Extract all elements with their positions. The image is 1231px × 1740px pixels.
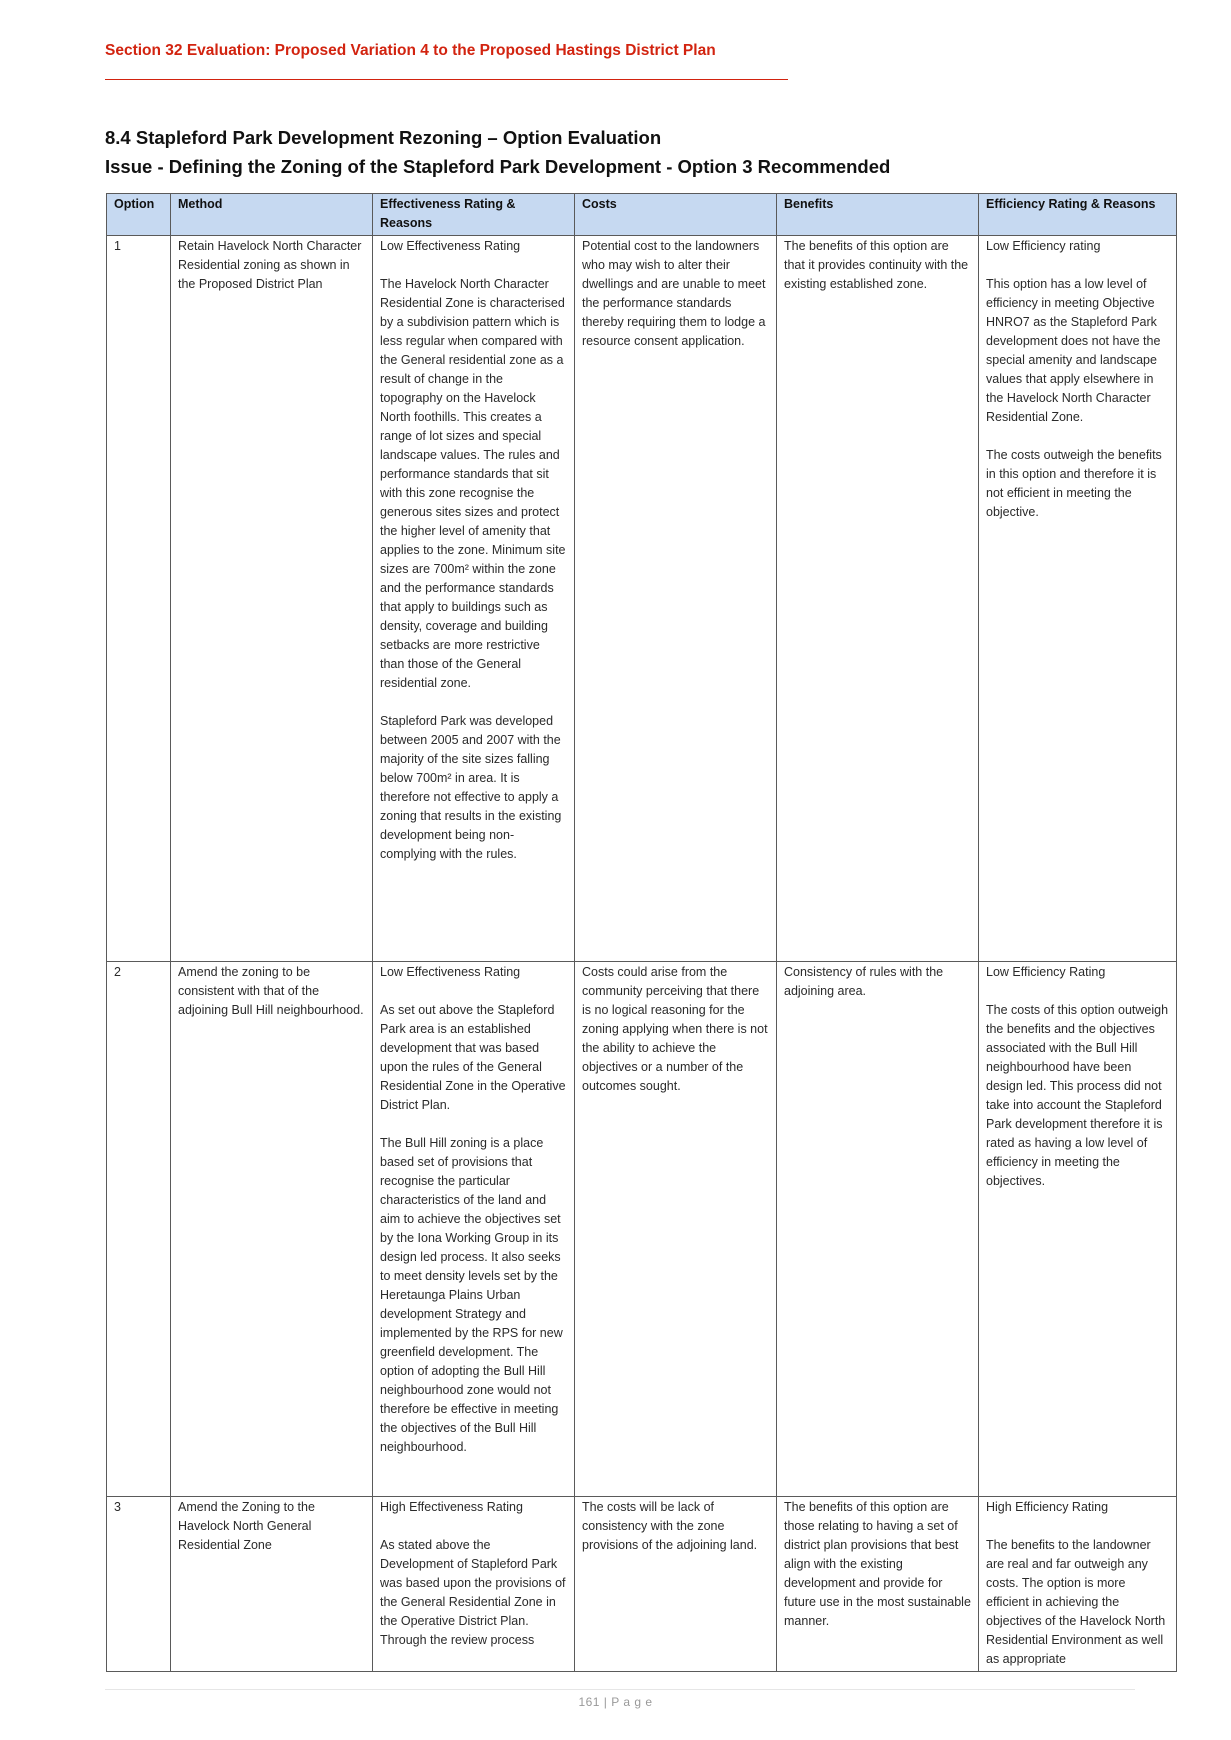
efficiency-paragraph: The benefits to the landowner are real and far outweigh any costs. The option is more efficient in achieving the objectives of the Havelock North Residential Environment as well as appropriate xyxy=(986,1538,1166,1666)
benefits-cell: The benefits of this option are that it provides continuity with the existing established zone. xyxy=(777,236,979,962)
table-row xyxy=(107,1497,1177,1672)
costs-cell: Costs could arise from the community perceiving that there is no logical reasoning for the zoning applying when there is not the ability to achieve the objectives or a number of the outcomes sought. xyxy=(575,962,777,1497)
effectiveness-rating: High Effectiveness Rating xyxy=(380,1500,523,1514)
effectiveness-rating: Low Effectiveness Rating xyxy=(380,965,521,979)
header-efficiency: Efficiency Rating & Reasons xyxy=(979,194,1177,236)
benefits-cell: Consistency of rules with the adjoining area. xyxy=(777,962,979,1497)
efficiency-paragraph: The costs of this option outweigh the benefits and the objectives associated with the Bull Hill neighbourhood have been design led. This process did not take into account the Stapleford Park development therefore it is rated as having a low level of efficiency in meeting the objectives. xyxy=(986,1003,1169,1188)
table-row xyxy=(107,962,1177,1497)
costs-cell: Potential cost to the landowners who may wish to alter their dwellings and are unable to meet the performance standards thereby requiring them to lodge a resource consent application. xyxy=(575,236,777,962)
effectiveness-paragraph: As stated above the Development of Stapleford Park was based upon the provisions of the General Residential Zone in the Operative District Plan. Through the review process xyxy=(380,1538,566,1647)
table-row xyxy=(107,236,1177,962)
method-cell: Retain Havelock North Character Residential zoning as shown in the Proposed District Plan xyxy=(171,236,373,962)
efficiency-cell xyxy=(979,962,1177,1497)
option-cell: 2 xyxy=(107,962,171,1497)
page-number: 161 | P a g e xyxy=(578,1695,653,1709)
issue-heading: Issue - Defining the Zoning of the Stapleford Park Development - Option 3 Recommended xyxy=(105,156,891,177)
method-cell: Amend the Zoning to the Havelock North General Residential Zone xyxy=(171,1497,373,1672)
efficiency-cell xyxy=(979,1497,1177,1672)
effectiveness-cell xyxy=(373,962,575,1497)
efficiency-rating: Low Efficiency Rating xyxy=(986,965,1106,979)
header-effectiveness: Effectiveness Rating & Reasons xyxy=(373,194,575,236)
section-heading: 8.4 Stapleford Park Development Rezoning – Option Evaluation xyxy=(105,127,662,148)
header-method: Method xyxy=(171,194,373,236)
effectiveness-cell xyxy=(373,236,575,962)
footer-rule xyxy=(105,1689,1135,1690)
efficiency-rating: High Efficiency Rating xyxy=(986,1500,1109,1514)
method-cell: Amend the zoning to be consistent with that of the adjoining Bull Hill neighbourhood. xyxy=(171,962,373,1497)
header-benefits: Benefits xyxy=(777,194,979,236)
effectiveness-paragraph: Stapleford Park was developed between 2005 and 2007 with the majority of the site sizes falling below 700m² in area. It is therefore not effective to apply a zoning that results in the existing development being non-complying with the rules. xyxy=(380,714,562,861)
efficiency-paragraph: The costs outweigh the benefits in this option and therefore it is not efficient in meeting the objective. xyxy=(986,448,1162,519)
effectiveness-cell xyxy=(373,1497,575,1672)
option-cell: 3 xyxy=(107,1497,171,1672)
header-costs: Costs xyxy=(575,194,777,236)
efficiency-rating: Low Efficiency rating xyxy=(986,239,1101,253)
effectiveness-paragraph: As set out above the Stapleford Park area is an established development that was based upon the rules of the General Residential Zone in the Operative District Plan. xyxy=(380,1003,566,1112)
running-header: Section 32 Evaluation: Proposed Variation 4 to the Proposed Hastings District Plan xyxy=(105,42,716,59)
benefits-cell: The benefits of this option are those relating to having a set of district plan provisions that best align with the existing development and provide for future use in the most sustainable manner. xyxy=(777,1497,979,1672)
effectiveness-paragraph: The Havelock North Character Residential Zone is characterised by a subdivision pattern which is less regular when compared with the General residential zone as a result of change in the topography on the Havelock North foothills. This creates a range of lot sizes and special landscape values. The rules and performance standards that sit with this zone recognise the generous sites sizes and protect the higher level of amenity that applies to the zone. Minimum site sizes are 700m² within the zone and the performance standards that apply to buildings such as density, coverage and building setbacks are more restrictive than those of the General residential zone. xyxy=(380,277,566,690)
efficiency-cell xyxy=(979,236,1177,962)
effectiveness-paragraph: The Bull Hill zoning is a place based set of provisions that recognise the particular characteristics of the land and aim to achieve the objectives set by the Iona Working Group in its design led process. It also seeks to meet density levels set by the Heretaunga Plains Urban development Strategy and implemented by the RPS for new greenfield development. The option of adopting the Bull Hill neighbourhood zone would not therefore be effective in meeting the objectives of the Bull Hill neighbourhood. xyxy=(380,1136,563,1454)
efficiency-paragraph: This option has a low level of efficiency in meeting Objective HNRO7 as the Stapleford Park development does not have the special amenity and landscape values that apply elsewhere in the Havelock North Character Residential Zone. xyxy=(986,277,1161,424)
header-option: Option xyxy=(107,194,171,236)
option-evaluation-table xyxy=(106,193,1177,1672)
effectiveness-rating: Low Effectiveness Rating xyxy=(380,239,521,253)
option-cell: 1 xyxy=(107,236,171,962)
header-rule xyxy=(105,79,788,80)
costs-cell: The costs will be lack of consistency with the zone provisions of the adjoining land. xyxy=(575,1497,777,1672)
table-header-row xyxy=(107,194,1177,236)
